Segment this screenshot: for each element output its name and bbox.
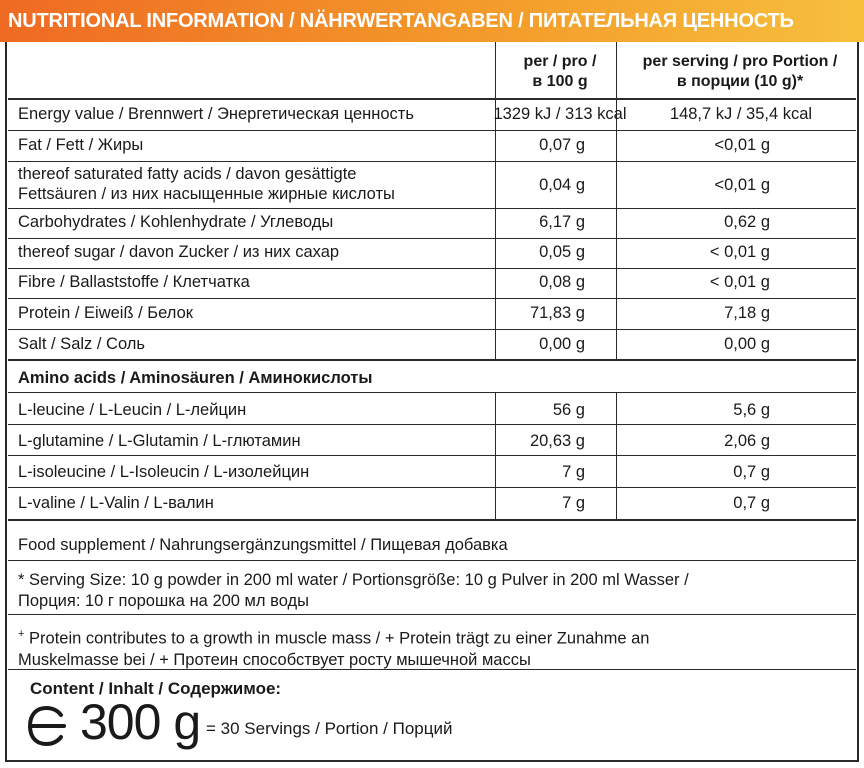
column-header-line: per serving / pro Portion / bbox=[642, 53, 838, 70]
value-per-100g: 0,00 g bbox=[539, 335, 585, 353]
amino-label: L-glutamine / L-Glutamin / L-глютамин bbox=[18, 432, 301, 450]
value-per-serving: < 0,01 g bbox=[709, 273, 770, 291]
serving-size-note bbox=[18, 570, 689, 612]
row-divider bbox=[8, 298, 856, 299]
value-per-100g: 20,63 g bbox=[529, 432, 585, 450]
row-divider bbox=[8, 392, 856, 393]
value-per-serving: < 0,01 g bbox=[709, 243, 770, 261]
row-divider bbox=[8, 238, 856, 239]
amino-acids-title: Amino acids / Aminosäuren / Аминокислоты bbox=[18, 369, 373, 387]
nutrient-label: thereof saturated fatty acids / davon gesättigte bbox=[18, 165, 357, 183]
value-per-100g: 0,08 g bbox=[539, 273, 585, 291]
value-per-serving: 5,6 g bbox=[733, 401, 770, 419]
amino-label: L-isoleucine / L-Isoleucin / L-изолейцин bbox=[18, 463, 310, 481]
row-divider bbox=[8, 455, 856, 456]
value-per-serving: 0,7 g bbox=[733, 494, 770, 512]
value-per-serving: 0,00 g bbox=[724, 335, 770, 353]
value-per-100g: 0,04 g bbox=[539, 176, 585, 194]
amino-label: L-leucine / L-Leucin / L-лейцин bbox=[18, 401, 247, 419]
serving-size-line: Порция: 10 г порошка на 200 мл воды bbox=[18, 592, 309, 610]
row-divider bbox=[8, 208, 856, 209]
nutrient-label: Fibre / Ballaststoffe / Клетчатка bbox=[18, 273, 250, 291]
food-supplement-note: Food supplement / Nahrungsergänzungsmittel / Пищевая добавка bbox=[18, 536, 508, 554]
table-divider bbox=[8, 359, 856, 361]
column-header-per-serving bbox=[615, 52, 864, 92]
column-header-line: per / pro / bbox=[523, 53, 597, 70]
row-divider bbox=[8, 329, 856, 330]
value-per-serving: 0,62 g bbox=[724, 213, 770, 231]
value-per-100g: 0,05 g bbox=[539, 243, 585, 261]
row-divider bbox=[8, 130, 856, 131]
nutrient-label: Energy value / Brennwert / Энергетическая ценность bbox=[18, 105, 414, 123]
value-per-100g: 7 g bbox=[562, 463, 585, 481]
row-divider bbox=[8, 424, 856, 425]
table-divider bbox=[8, 98, 856, 100]
value-per-serving: 2,06 g bbox=[724, 432, 770, 450]
row-divider bbox=[8, 268, 856, 269]
serving-size-line: * Serving Size: 10 g powder in 200 ml water / Portionsgröße: 10 g Pulver in 200 ml Wasser / bbox=[18, 571, 689, 589]
value-per-serving: 0,7 g bbox=[733, 463, 770, 481]
column-header-line: в порции (10 g)* bbox=[676, 73, 804, 90]
row-divider bbox=[8, 560, 856, 561]
value-per-100g: 56 g bbox=[552, 401, 585, 419]
row-divider bbox=[8, 614, 856, 615]
nutrient-label: thereof sugar / davon Zucker / из них сахар bbox=[18, 243, 340, 261]
row-divider bbox=[8, 161, 856, 162]
protein-claim-line: Protein contributes to a growth in muscle mass / + Protein trägt zu einer Zunahme an bbox=[24, 629, 650, 648]
table-divider bbox=[8, 519, 856, 521]
content-title: Content / Inhalt / Содержимое: bbox=[30, 679, 282, 698]
protein-claim-note bbox=[18, 624, 649, 671]
servings-count: = 30 Servings / Portion / Порций bbox=[206, 719, 453, 738]
estimated-sign-icon bbox=[20, 700, 70, 750]
nutrient-label: Salt / Salz / Соль bbox=[18, 335, 145, 353]
value-per-serving: <0,01 g bbox=[714, 136, 770, 154]
value-per-100g: 6,17 g bbox=[539, 213, 585, 231]
nutrient-label-line2: Fettsäuren / из них насыщенные жирные кислоты bbox=[18, 185, 395, 203]
value-per-100g: 71,83 g bbox=[529, 304, 585, 322]
amino-label: L-valine / L-Valin / L-валин bbox=[18, 494, 214, 512]
column-header-line: в 100 g bbox=[532, 73, 588, 90]
value-per-serving: 7,18 g bbox=[724, 304, 770, 322]
protein-claim-line: Muskelmasse bei / + Протеин способствует росту мышечной массы bbox=[18, 650, 531, 669]
column-divider bbox=[616, 392, 617, 520]
footnote-mark: + bbox=[18, 628, 25, 640]
value-per-serving: 148,7 kJ / 35,4 kcal bbox=[669, 105, 813, 123]
value-per-100g: 0,07 g bbox=[539, 136, 585, 154]
nutrient-label: Fat / Fett / Жиры bbox=[18, 136, 144, 154]
column-divider bbox=[616, 42, 617, 360]
value-per-100g: 7 g bbox=[562, 494, 585, 512]
value-per-serving: <0,01 g bbox=[714, 176, 770, 194]
column-header-per-100g bbox=[505, 52, 615, 92]
nutrient-label: Carbohydrates / Kohlenhydrate / Углеводы bbox=[18, 213, 334, 231]
row-divider bbox=[8, 487, 856, 488]
nutrient-label: Protein / Eiweiß / Белок bbox=[18, 304, 193, 322]
net-weight: 300 g bbox=[80, 694, 201, 750]
value-per-100g: 1329 kJ / 313 kcal bbox=[493, 105, 627, 123]
header-title: NUTRITIONAL INFORMATION / NÄHRWERTANGABEN / ПИТАТЕЛЬНАЯ ЦЕННОСТЬ bbox=[0, 0, 864, 42]
